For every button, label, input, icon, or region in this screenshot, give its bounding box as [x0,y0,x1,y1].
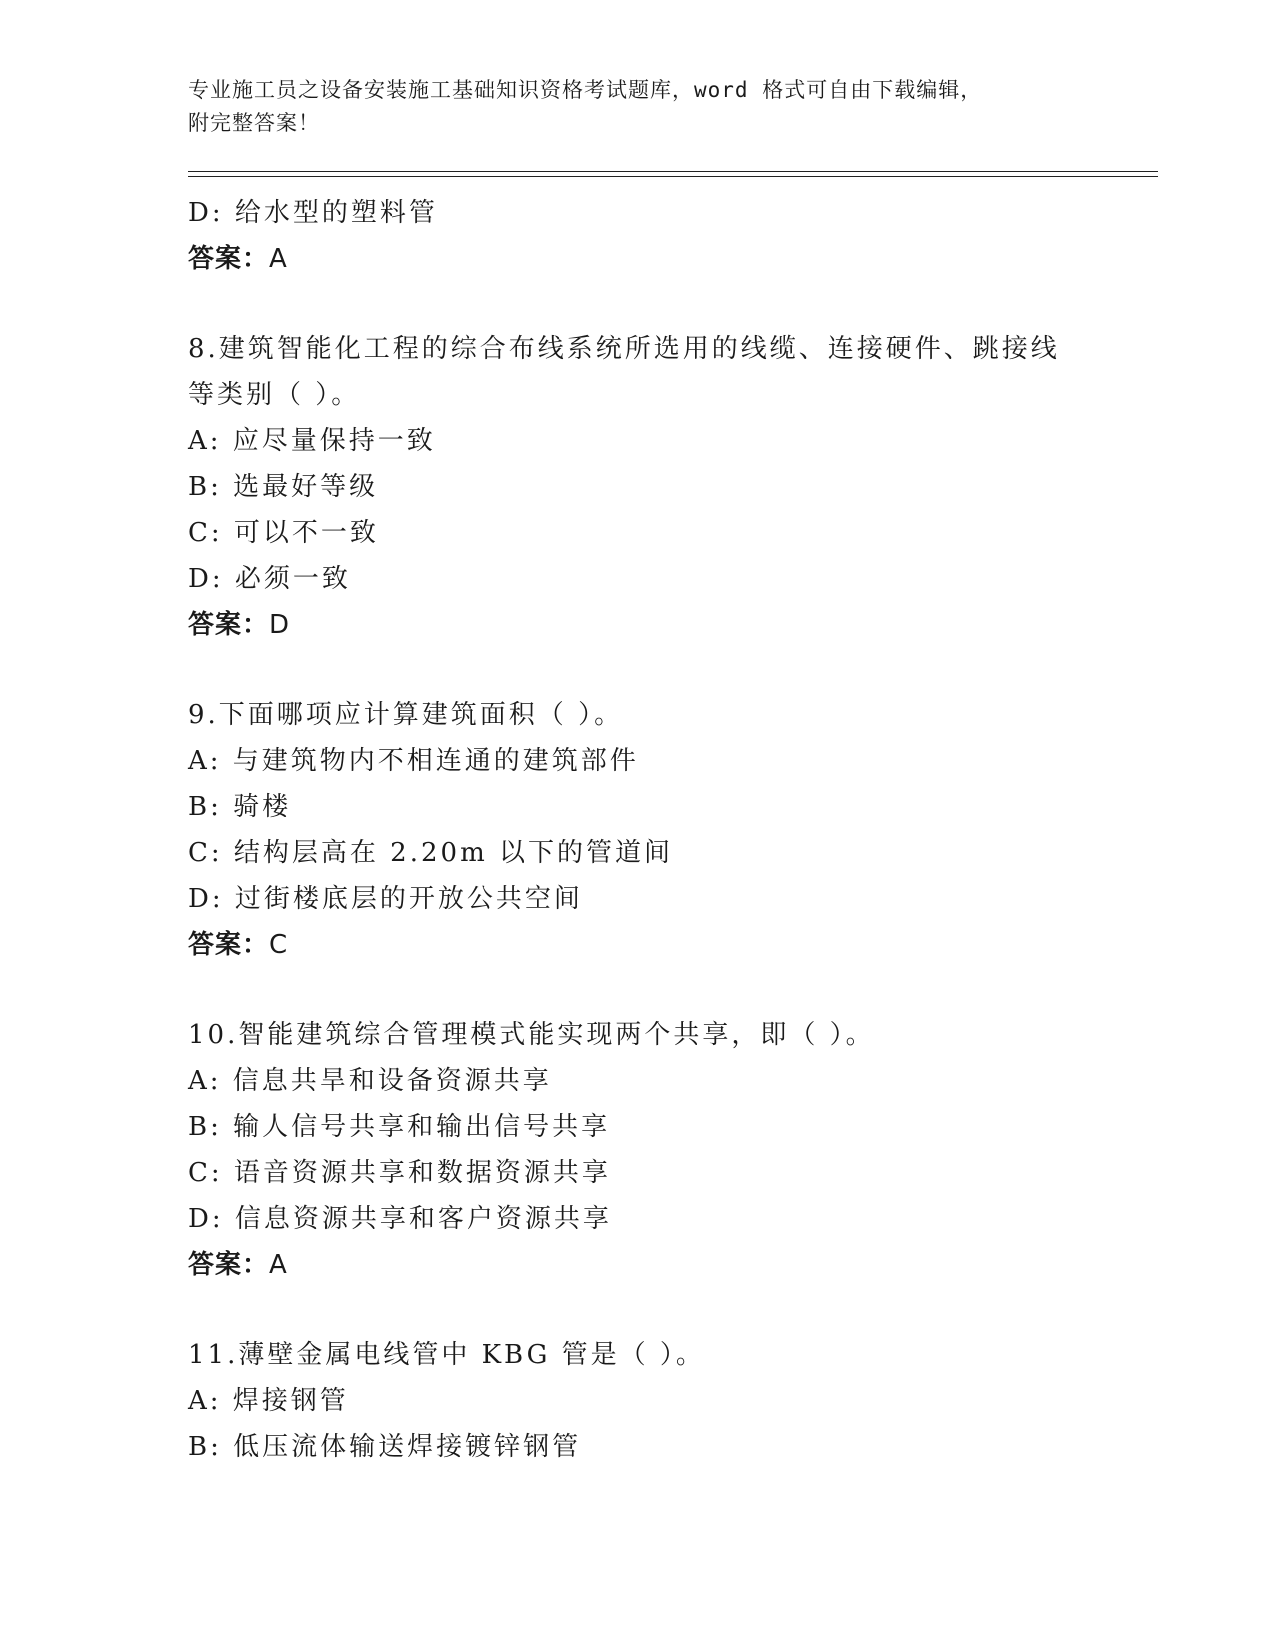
answer-value: C [269,930,289,960]
question-block [188,1332,1148,1470]
header-divider-bottom [188,176,1158,177]
question-stem: 9.下面哪项应计算建筑面积（ ）。 [188,700,624,730]
answer-label: 答案： [188,244,270,274]
question-content [188,190,1148,1470]
option-d: D: 信息资源共享和客户资源共享 [188,1204,612,1234]
header-divider-top [188,171,1158,172]
option-b: B: 低压流体输送焊接镀锌钢管 [188,1432,582,1462]
option-c: C: 可以不一致 [188,518,379,548]
answer-line [188,602,1148,648]
option-d: D: 过街楼底层的开放公共空间 [188,884,583,914]
document-header [188,74,1088,140]
header-line-1: 专业施工员之设备安装施工基础知识资格考试题库，word 格式可自由下载编辑， [188,78,983,102]
answer-label: 答案： [188,610,270,640]
answer-value: A [269,1250,288,1280]
option-a: A: 信息共旱和设备资源共享 [188,1066,552,1096]
answer-label: 答案： [188,930,270,960]
option-a: A: 焊接钢管 [188,1386,349,1416]
option-b: B: 选最好等级 [188,472,379,502]
answer-label: 答案： [188,1250,270,1280]
option-a: A: 与建筑物内不相连通的建筑部件 [188,746,639,776]
answer-value: A [269,244,288,274]
header-line-2: 附完整答案！ [188,111,320,135]
answer-value: D [269,610,291,640]
question-block [188,1012,1148,1288]
option-d: D: 必须一致 [188,564,351,594]
answer-line [188,922,1148,968]
question-block [188,326,1148,648]
answer-line [188,1242,1148,1288]
question-block [188,692,1148,968]
question-stem-continued: 等类别（ ）。 [188,380,361,410]
question-stem: 11.薄壁金属电线管中 KBG 管是（ ）。 [188,1340,705,1370]
answer-line [188,236,1148,282]
option-b: B: 骑楼 [188,792,292,822]
option-c: C: 语音资源共享和数据资源共享 [188,1158,611,1188]
option-c: C: 结构层高在 2.20m 以下的管道间 [188,838,673,868]
option-d: D: 给水型的塑料管 [188,198,438,228]
option-a: A: 应尽量保持一致 [188,426,436,456]
question-stem: 8.建筑智能化工程的综合布线系统所选用的线缆、连接硬件、跳接线 [188,334,1060,364]
option-b: B: 输人信号共享和输出信号共享 [188,1112,611,1142]
question-stem: 10.智能建筑综合管理模式能实现两个共享，即（ ）。 [188,1020,875,1050]
